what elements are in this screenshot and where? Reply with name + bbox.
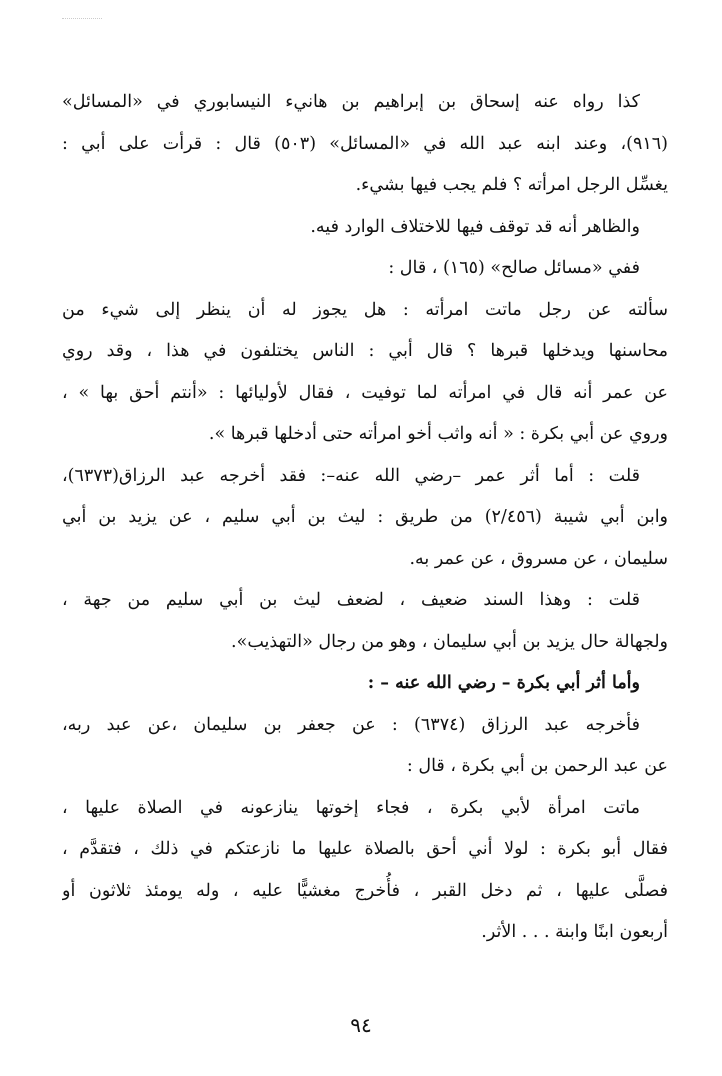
text-line: فقال أبو بكرة : لولا أني أحق بالصلاة عليها ما نازعتكم في ذلك ، فتقدَّم ،	[62, 839, 668, 859]
body-text	[62, 82, 668, 954]
text-line: محاسنها ويدخلها قبرها ؟ قال أبي : الناس يختلفون في هذا ، وقد روي	[62, 341, 668, 361]
text-line: ففي «مسائل صالح» (١٦٥) ، قال :	[388, 258, 640, 278]
text-line: عن عبد الرحمن بن أبي بكرة ، قال :	[406, 756, 668, 776]
text-line: كذا رواه عنه إسحاق بن إبراهيم بن هانيء النيسابوري في «المسائل»	[62, 92, 640, 112]
text-line: يغسِّل الرجل امرأته ؟ فلم يجب فيها بشيء.	[355, 175, 668, 195]
section-heading: وأما أثر أبي بكرة – رضي الله عنه – :	[367, 673, 640, 693]
text-line: سألته عن رجل ماتت امرأته : هل يجوز له أن ينظر إلى شيء من	[62, 299, 668, 320]
text-line: سليمان ، عن مسروق ، عن عمر به.	[409, 548, 668, 569]
text-line: قلت : أما أثر عمر –رضي الله عنه–: فقد أخرجه عبد الرزاق(٦٣٧٣)،	[62, 465, 640, 486]
text-line: أربعون ابنًا وابنة . . . الأثر.	[481, 922, 668, 942]
text-line: فصلَّى عليها ، ثم دخل القبر ، فأُخرج مغشيًّا عليه ، وله يومئذ ثلاثون أو	[62, 880, 668, 901]
text-line: ولجهالة حال يزيد بن أبي سليمان ، وهو من رجال «التهذيب».	[231, 631, 668, 652]
text-line: قلت : وهذا السند ضعيف ، لضعف ليث بن أبي سليم من جهة ،	[62, 590, 640, 610]
page-number: ٩٤	[350, 1013, 372, 1037]
text-line: ماتت امرأة لأبي بكرة ، فجاء إخوتها ينازعونه في الصلاة عليها ،	[62, 797, 640, 818]
text-line: وروي عن أبي بكرة : « أنه واثب أخو امرأته حتى أدخلها قبرها ».	[208, 424, 668, 444]
text-line: (٩١٦)، وعند ابنه عبد الله في «المسائل» (٥٠٣) قال : قرأت على أبي :	[62, 133, 668, 154]
scan-mark	[62, 18, 102, 20]
text-line: وابن أبي شيبة (٢/٤٥٦) من طريق : ليث بن أبي سليم ، عن يزيد بن أبي	[62, 507, 668, 527]
text-line: عن عمر أنه قال في امرأته لما توفيت ، فقال لأوليائها : «أنتم أحق بها » ،	[62, 382, 668, 403]
text-line: فأخرجه عبد الرزاق (٦٣٧٤) : عن جعفر بن سليمان ،عن عبد ربه،	[62, 714, 640, 735]
text-line: والظاهر أنه قد توقف فيها للاختلاف الوارد فيه.	[310, 216, 640, 237]
